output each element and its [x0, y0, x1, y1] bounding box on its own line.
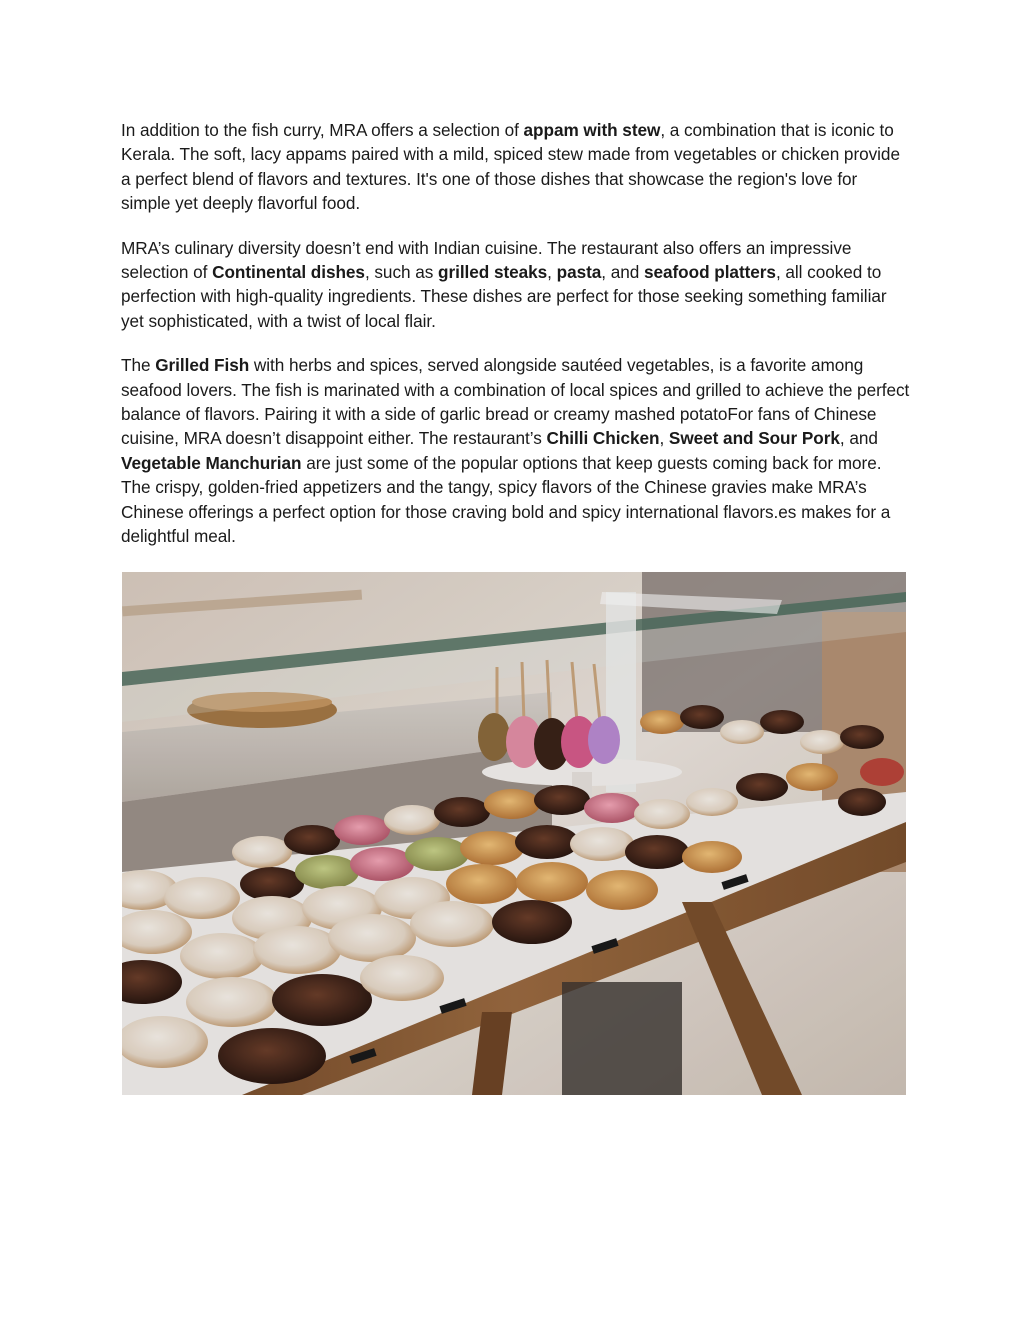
text-run: , such as — [364, 262, 438, 283]
bold-phrase: Sweet and Sour Pork — [668, 428, 840, 449]
text-run: , a combination that is iconic to Kerala. The soft, lacy appams paired with a mild, spiced stew made from vegetables or chicken provide a perfect blend of flavors and textures. It's one of those dishes that showcase the region's love for simple yet deeply flavorful food. — [121, 120, 900, 214]
paragraph-continental-dishes — [121, 236, 911, 334]
text-run: MRA’s culinary diversity doesn’t end with Indian cuisine. The restaurant also offers an impressive selection of — [121, 237, 852, 283]
text-run: with herbs and spices, served alongside sautéed vegetables, is a favorite among seafood lovers. The fish is marinated with a combination of local spices and grilled to achieve the perfect balance of flavors. Pairing it with a side of garlic bread or creamy mashed potatoFor fans of Chinese cuisine, MRA doesn’t disappoint either. The restaurant’s — [121, 355, 910, 449]
paragraph-appam-stew — [121, 118, 911, 216]
bold-phrase: Vegetable Manchurian — [121, 452, 302, 473]
bold-phrase: pasta — [556, 262, 602, 283]
paragraph-grilled-fish-chinese — [121, 353, 911, 548]
text-run: The — [121, 355, 156, 376]
text-run: In addition to the fish curry, MRA offers a selection of — [121, 120, 524, 140]
document-body — [121, 118, 911, 569]
text-run: , — [659, 428, 669, 449]
text-run: , and — [839, 428, 878, 449]
bold-phrase: appam with stew — [523, 120, 661, 140]
text-run: , — [547, 262, 557, 283]
text-run: , and — [601, 262, 644, 283]
bold-phrase: seafood platters — [643, 262, 776, 283]
bold-phrase: Chilli Chicken — [546, 428, 660, 449]
bold-phrase: Continental dishes — [212, 262, 365, 283]
bold-phrase: Grilled Fish — [155, 355, 250, 376]
text-run: are just some of the popular options that keep guests coming back for more. The crispy, golden-fried appetizers and the tangy, spicy flavors of the Chinese gravies make MRA’s Chinese offerings a perfect option for those craving bold and spicy international flavors.es makes for a delightful meal. — [121, 452, 891, 547]
text-run: , all cooked to perfection with high-quality ingredients. These dishes are perfect for those seeking something familiar yet sophisticated, with a twist of local flair. — [121, 262, 887, 331]
photo-vignette — [122, 572, 906, 1095]
pastry-display-photo — [122, 572, 906, 1095]
bold-phrase: grilled steaks — [438, 262, 548, 283]
